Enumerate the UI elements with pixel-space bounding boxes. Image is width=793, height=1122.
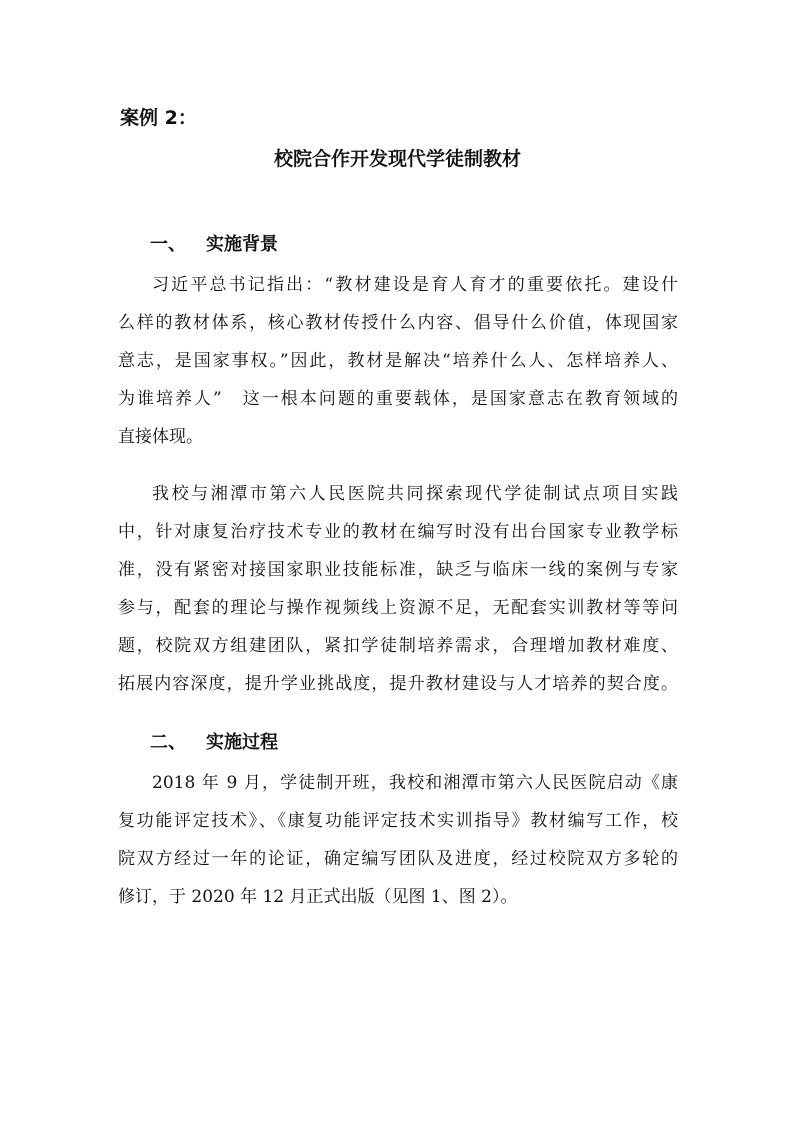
section-title: 实施背景 xyxy=(206,234,278,255)
paragraph-process-1 xyxy=(118,764,678,916)
section-heading-process xyxy=(150,729,278,757)
paragraph-line: 我校与湘潭市第六人民医院共同探索现代学徒制试点项目实践 xyxy=(152,484,678,504)
paragraph-line: 修订，于 2020 年 12 月正式出版（见图 1、图 2）。 xyxy=(118,887,518,907)
section-number: 二、 xyxy=(150,732,186,753)
paragraph-background-2 xyxy=(118,475,678,703)
paragraph-line: 意志，是国家事权。”因此，教材是解决“培养什么人、怎样培养人、 xyxy=(118,351,678,371)
paragraph-line: 复功能评定技术》、《康复功能评定技术实训指导》教材编写工作，校 xyxy=(118,811,678,831)
paragraph-line: 习近平总书记指出：“教材建设是育人育才的重要依托。建设什 xyxy=(152,275,678,295)
document-title: 校院合作开发现代学徒制教材 xyxy=(273,148,521,170)
paragraph-line: 拓展内容深度，提升学业挑战度，提升教材建设与人才培养的契合度。 xyxy=(118,674,678,694)
paragraph-line: 为谁培养人” 这一根本问题的重要载体，是国家意志在教育领域的 xyxy=(118,389,678,409)
section-number: 一、 xyxy=(150,234,186,255)
section-title: 实施过程 xyxy=(206,732,278,753)
paragraph-line: 中，针对康复治疗技术专业的教材在编写时没有出台国家专业教学标 xyxy=(118,522,678,542)
paragraph-line: 院双方经过一年的论证，确定编写团队及进度，经过校院双方多轮的 xyxy=(118,849,678,869)
paragraph-line: 题，校院双方组建团队，紧扣学徒制培养需求，合理增加教材难度、 xyxy=(118,636,678,656)
paragraph-line: 准，没有紧密对接国家职业技能标准，缺乏与临床一线的案例与专家 xyxy=(118,560,678,580)
paragraph-line: 直接体现。 xyxy=(118,427,203,447)
paragraph-line: 2018 年 9 月，学徒制开班，我校和湘潭市第六人民医院启动《康 xyxy=(152,773,678,793)
section-heading-background xyxy=(150,231,278,259)
paragraph-line: 参与，配套的理论与操作视频线上资源不足，无配套实训教材等等问 xyxy=(118,598,678,618)
paragraph-background-1 xyxy=(118,266,678,456)
case-label: 案例 2： xyxy=(120,107,197,129)
paragraph-line: 么样的教材体系，核心教材传授什么内容、倡导什么价值，体现国家 xyxy=(118,313,678,333)
